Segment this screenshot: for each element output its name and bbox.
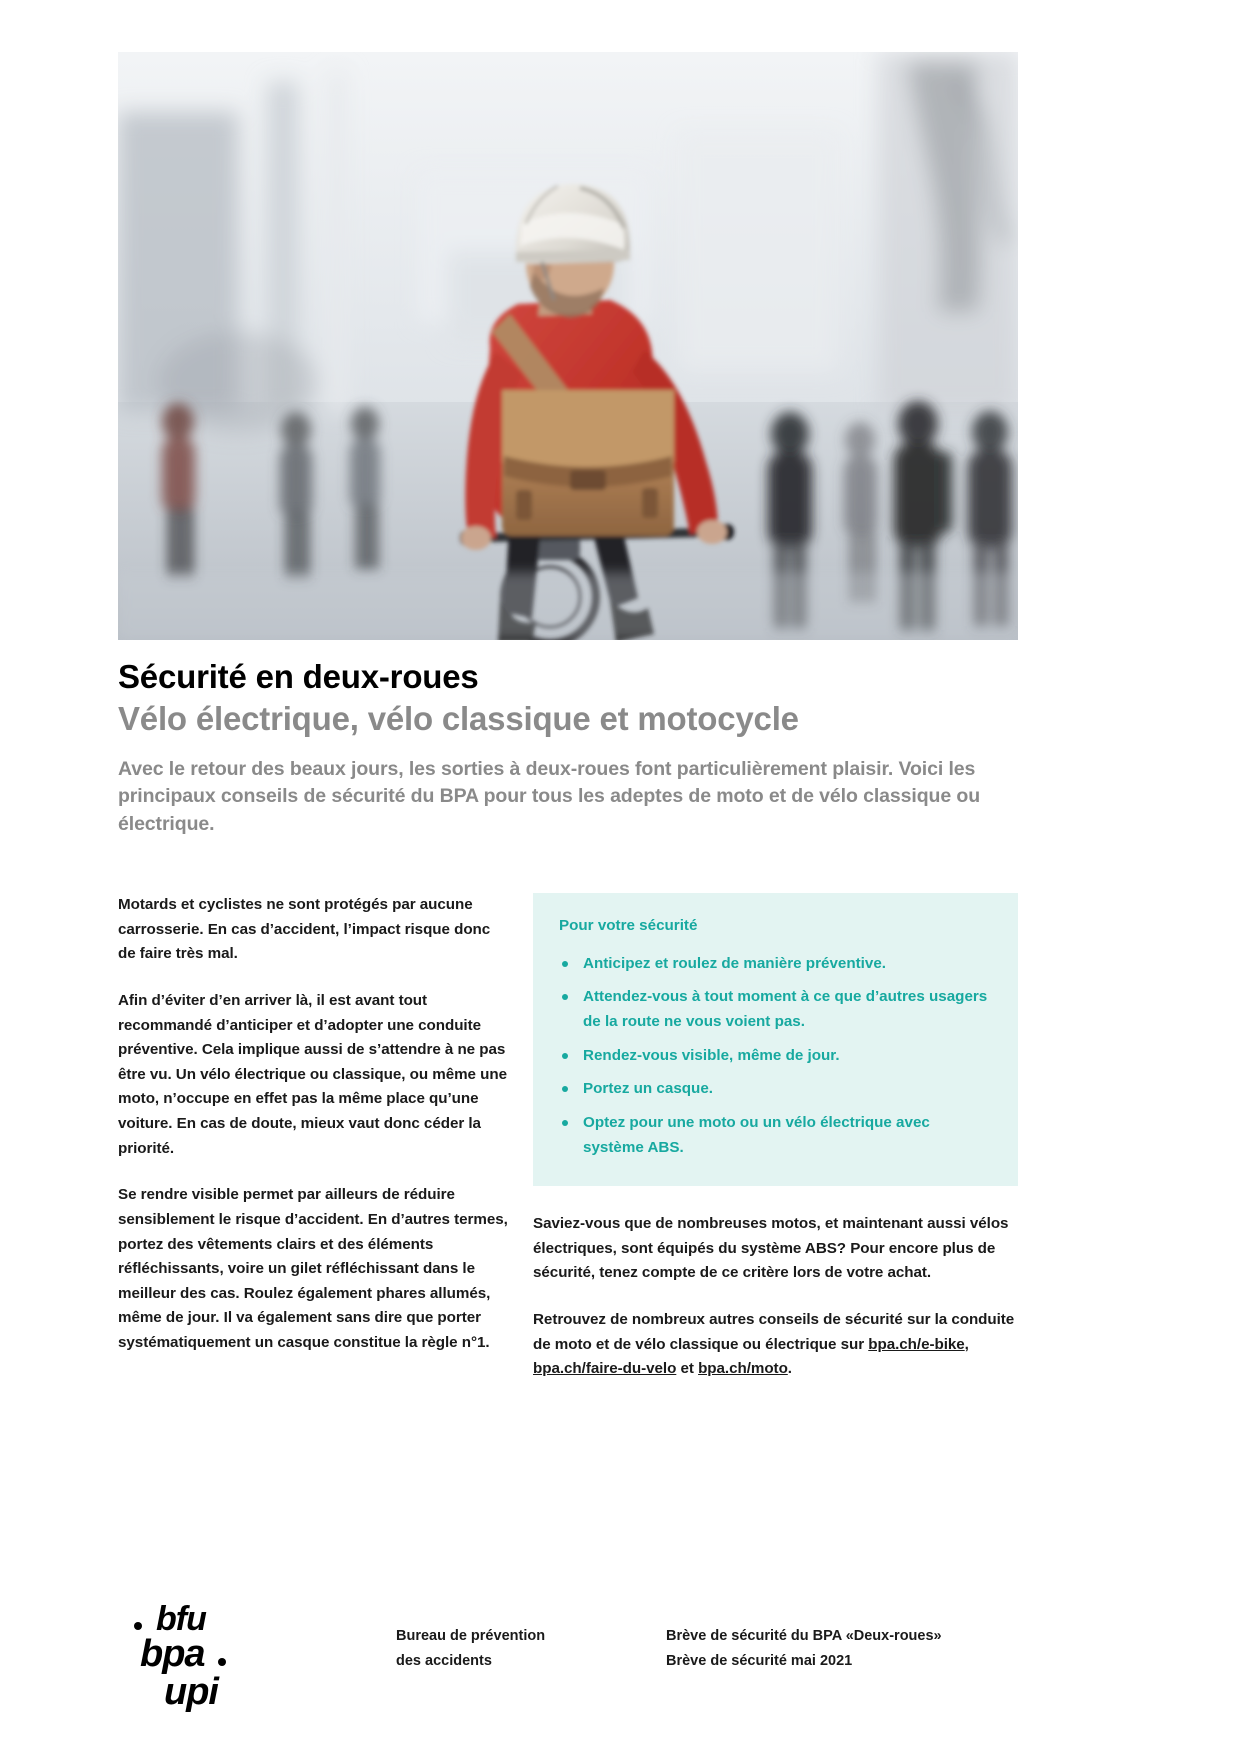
- title-block: [118, 657, 1018, 839]
- list-item-pre: Attendez-vous à tout moment à ce que d’autres usagers de la route: [583, 988, 988, 1031]
- list-item-pre: Optez pour une moto ou un vélo électrique avec: [583, 1113, 930, 1131]
- list-item-text: [583, 1080, 713, 1097]
- page-footer: [118, 1600, 1018, 1720]
- footer-org-line-1: Bureau de prévention: [396, 1628, 546, 1644]
- footer-organisation: [396, 1624, 656, 1674]
- safety-tips-list: [559, 952, 992, 1160]
- svg-text:bfu: bfu: [156, 1600, 206, 1638]
- left-text-column: [118, 893, 508, 1356]
- links-intro-text: Retrouvez de nombreux autres conseils de sécurité sur la conduite de moto et de vélo classique ou électrique sur: [533, 1311, 1015, 1353]
- link-separator: et: [676, 1360, 699, 1378]
- footer-document-info: [666, 1624, 1026, 1674]
- body-paragraph: Afin d’éviter d’en arriver là, il est avant tout recommandé d’anticiper et d’adopter une conduite préventive. Cela implique aussi de s’attendre à ne pas être vu. Un vélo électrique ou classique, ou même une moto, n’occupe en effet pas la même place qu’une voiture. En cas de doute, mieux vaut donc céder la priorité.: [118, 991, 507, 1157]
- bullet-icon: [562, 1120, 568, 1126]
- svg-text:bpa: bpa: [140, 1633, 205, 1675]
- body-paragraph: Motards et cyclistes ne sont protégés par aucune carrosserie. En cas d’accident, l’impact risque donc de faire très mal.: [118, 896, 491, 963]
- list-item-post: , même de jour.: [729, 1046, 840, 1064]
- hero-photo: [118, 52, 1018, 640]
- logo-icon: [126, 1600, 256, 1720]
- list-item-text: [583, 988, 987, 1030]
- list-item: [559, 952, 992, 977]
- list-item-text: [583, 1114, 930, 1156]
- list-item-emphasis: ne vous voient pas: [664, 1013, 801, 1031]
- link-faire-du-velo[interactable]: bpa.ch/faire-du-velo: [533, 1360, 677, 1378]
- link-e-bike[interactable]: bpa.ch/e-bike: [868, 1335, 965, 1353]
- link-moto[interactable]: bpa.ch/moto: [698, 1360, 788, 1378]
- list-item-emphasis: Anticipez et roulez de manière préventive: [583, 954, 882, 972]
- list-item-post: .: [679, 1138, 684, 1156]
- body-paragraph-abs: Saviez-vous que de nombreuses motos, et maintenant aussi vélos électriques, sont équipés du système ABS? Pour encore plus de sécurité, tenez compte de ce critère lors de votre achat.: [533, 1215, 1009, 1282]
- page-subtitle: Vélo électrique, vélo classique et motocycle: [118, 700, 799, 738]
- list-item: [559, 1077, 992, 1102]
- svg-text:upi: upi: [164, 1671, 218, 1713]
- cyclist-photo-illustration: [118, 52, 1018, 640]
- footer-doc-line-2: Brève de sécurité mai 2021: [666, 1652, 853, 1669]
- bullet-icon: [562, 994, 568, 1000]
- links-trailing-period: .: [787, 1360, 792, 1378]
- link-separator: ,: [964, 1335, 969, 1353]
- lead-paragraph: Avec le retour des beaux jours, les sorties à deux-roues font particulièrement plaisir. Voici les principaux conseils de sécurité du BPA pour tous les adeptes de moto et de vélo classique ou électrique.: [118, 757, 981, 836]
- list-item-post: .: [800, 1013, 805, 1031]
- callout-title: Pour votre sécurité: [559, 917, 698, 934]
- list-item-post: .: [708, 1080, 713, 1098]
- bfu-bpa-upi-logo: [126, 1600, 256, 1720]
- list-item-emphasis: casque: [656, 1080, 709, 1098]
- list-item-post: .: [881, 954, 887, 972]
- safety-callout-box: [533, 893, 1018, 1186]
- list-item: [559, 1111, 992, 1160]
- list-item-emphasis: système ABS: [583, 1138, 680, 1156]
- bullet-icon: [562, 1086, 568, 1092]
- body-paragraph: Se rendre visible permet par ailleurs de réduire sensiblement le risque d’accident. En d’autres termes, portez des vêtements clairs et des éléments réfléchissants, voire un gilet réfléchissant dans le meilleur des cas. Roulez également phares allumés, même de jour. Il va également sans dire que porter systématiquement un casque constitue la règle n°1.: [118, 1186, 508, 1351]
- list-item: [559, 1044, 992, 1069]
- bullet-icon: [562, 1053, 568, 1059]
- body-paragraph-links: [533, 1308, 1018, 1382]
- list-item-emphasis: visible: [681, 1046, 730, 1064]
- list-item-pre: Portez un: [583, 1080, 657, 1098]
- page-title: Sécurité en deux-roues: [118, 658, 479, 695]
- list-item-text: [583, 955, 886, 972]
- list-item: [559, 985, 992, 1034]
- footer-doc-line-1: Brève de sécurité du BPA «Deux-roues»: [666, 1628, 942, 1644]
- bullet-icon: [562, 961, 568, 967]
- footer-org-line-2: des accidents: [396, 1652, 492, 1669]
- list-item-text: [583, 1047, 840, 1064]
- list-item-pre: Rendez-vous: [583, 1046, 682, 1064]
- right-text-column: [533, 893, 1018, 1382]
